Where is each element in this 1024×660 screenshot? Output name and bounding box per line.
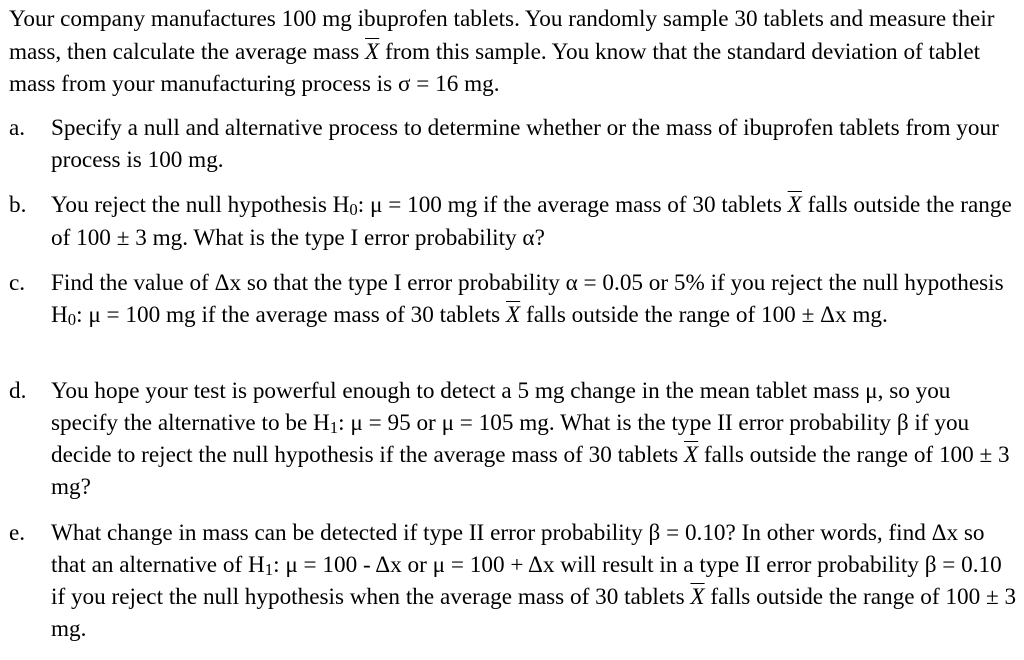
question-item-a: [9, 113, 1017, 176]
intro-text-2: from this sample. You know that the standard deviation of tablet mass from your manufacturing process is σ = 16 mg.: [9, 38, 981, 97]
question-item-b: [9, 190, 1017, 254]
xbar-symbol: $\overline{X}$: [787, 192, 802, 218]
item-text-part: falls outside the range of 100 ± 3 mg. What is the type I error probability α?: [51, 192, 1012, 251]
item-text-part: falls outside the range of 100 ± 3 mg.: [51, 584, 1017, 642]
problem-intro: [9, 3, 1014, 101]
item-text: [51, 376, 1017, 503]
item-text: [51, 518, 1017, 645]
item-letter: b.: [9, 192, 27, 218]
subscript: 0: [349, 200, 358, 220]
item-letter: c.: [9, 270, 26, 296]
item-text-part: Specify a null and alternative process to determine whether or the mass of ibuprofen tablets from your process is 100 mg.: [51, 115, 999, 173]
item-text-part: Find the value of Δx so that the type I error probability α = 0.05 or 5% if you reject the null hypothesis H: [51, 270, 1004, 328]
xbar-symbol: $\overline{X}$: [690, 584, 705, 611]
item-text: [51, 268, 1017, 332]
item-text-part: What change in mass can be detected if type II error probability β = 0.10? In other words, find Δx so that an alternative of H: [51, 520, 985, 578]
question-item-e: [9, 518, 1017, 645]
question-item-d: [9, 376, 1017, 503]
item-text-part: : μ = 95 or μ = 105 mg. What is the type II error probability β if you decide to reject the null hypothesis if the average mass of 30 tablets: [51, 409, 970, 469]
subscript: 1: [329, 417, 339, 437]
intro-text-1: Your company manufactures 100 mg ibuprofen tablets. You randomly sample 30 tablets and measure their mass, then calculate the average mass: [9, 6, 995, 65]
question-item-c: [9, 268, 1017, 332]
xbar-symbol: $\overline{X}$: [506, 301, 521, 328]
item-text: [51, 113, 1017, 176]
xbar-symbol: $\overline{X}$: [683, 442, 699, 469]
item-text-part: You reject the null hypothesis H: [51, 192, 350, 218]
subscript: 1: [264, 559, 274, 579]
item-text: [51, 190, 1017, 254]
item-text-part: : μ = 100 mg if the average mass of 30 tablets: [357, 192, 788, 218]
item-letter: d.: [9, 378, 27, 404]
xbar-symbol: $\overline{X}$: [365, 38, 380, 65]
item-letter: a.: [9, 115, 26, 141]
item-text-part: falls outside the range of 100 ± 3 mg?: [51, 442, 1010, 500]
item-letter: e.: [9, 520, 26, 546]
item-text-part: : μ = 100 - Δx or μ = 100 + Δx will result in a type II error probability β = 0.10 if you reject the null hypothesis when the average mass of 30 tablets: [51, 551, 1002, 611]
item-text-part: : μ = 100 mg if the average mass of 30 tablets: [76, 301, 506, 328]
subscript: 0: [67, 309, 77, 329]
item-text-part: falls outside the range of 100 ± Δx mg.: [520, 301, 888, 328]
item-text-part: You hope your test is powerful enough to detect a 5 mg change in the mean tablet mass μ, so you specify the alternative to be H: [51, 378, 951, 436]
